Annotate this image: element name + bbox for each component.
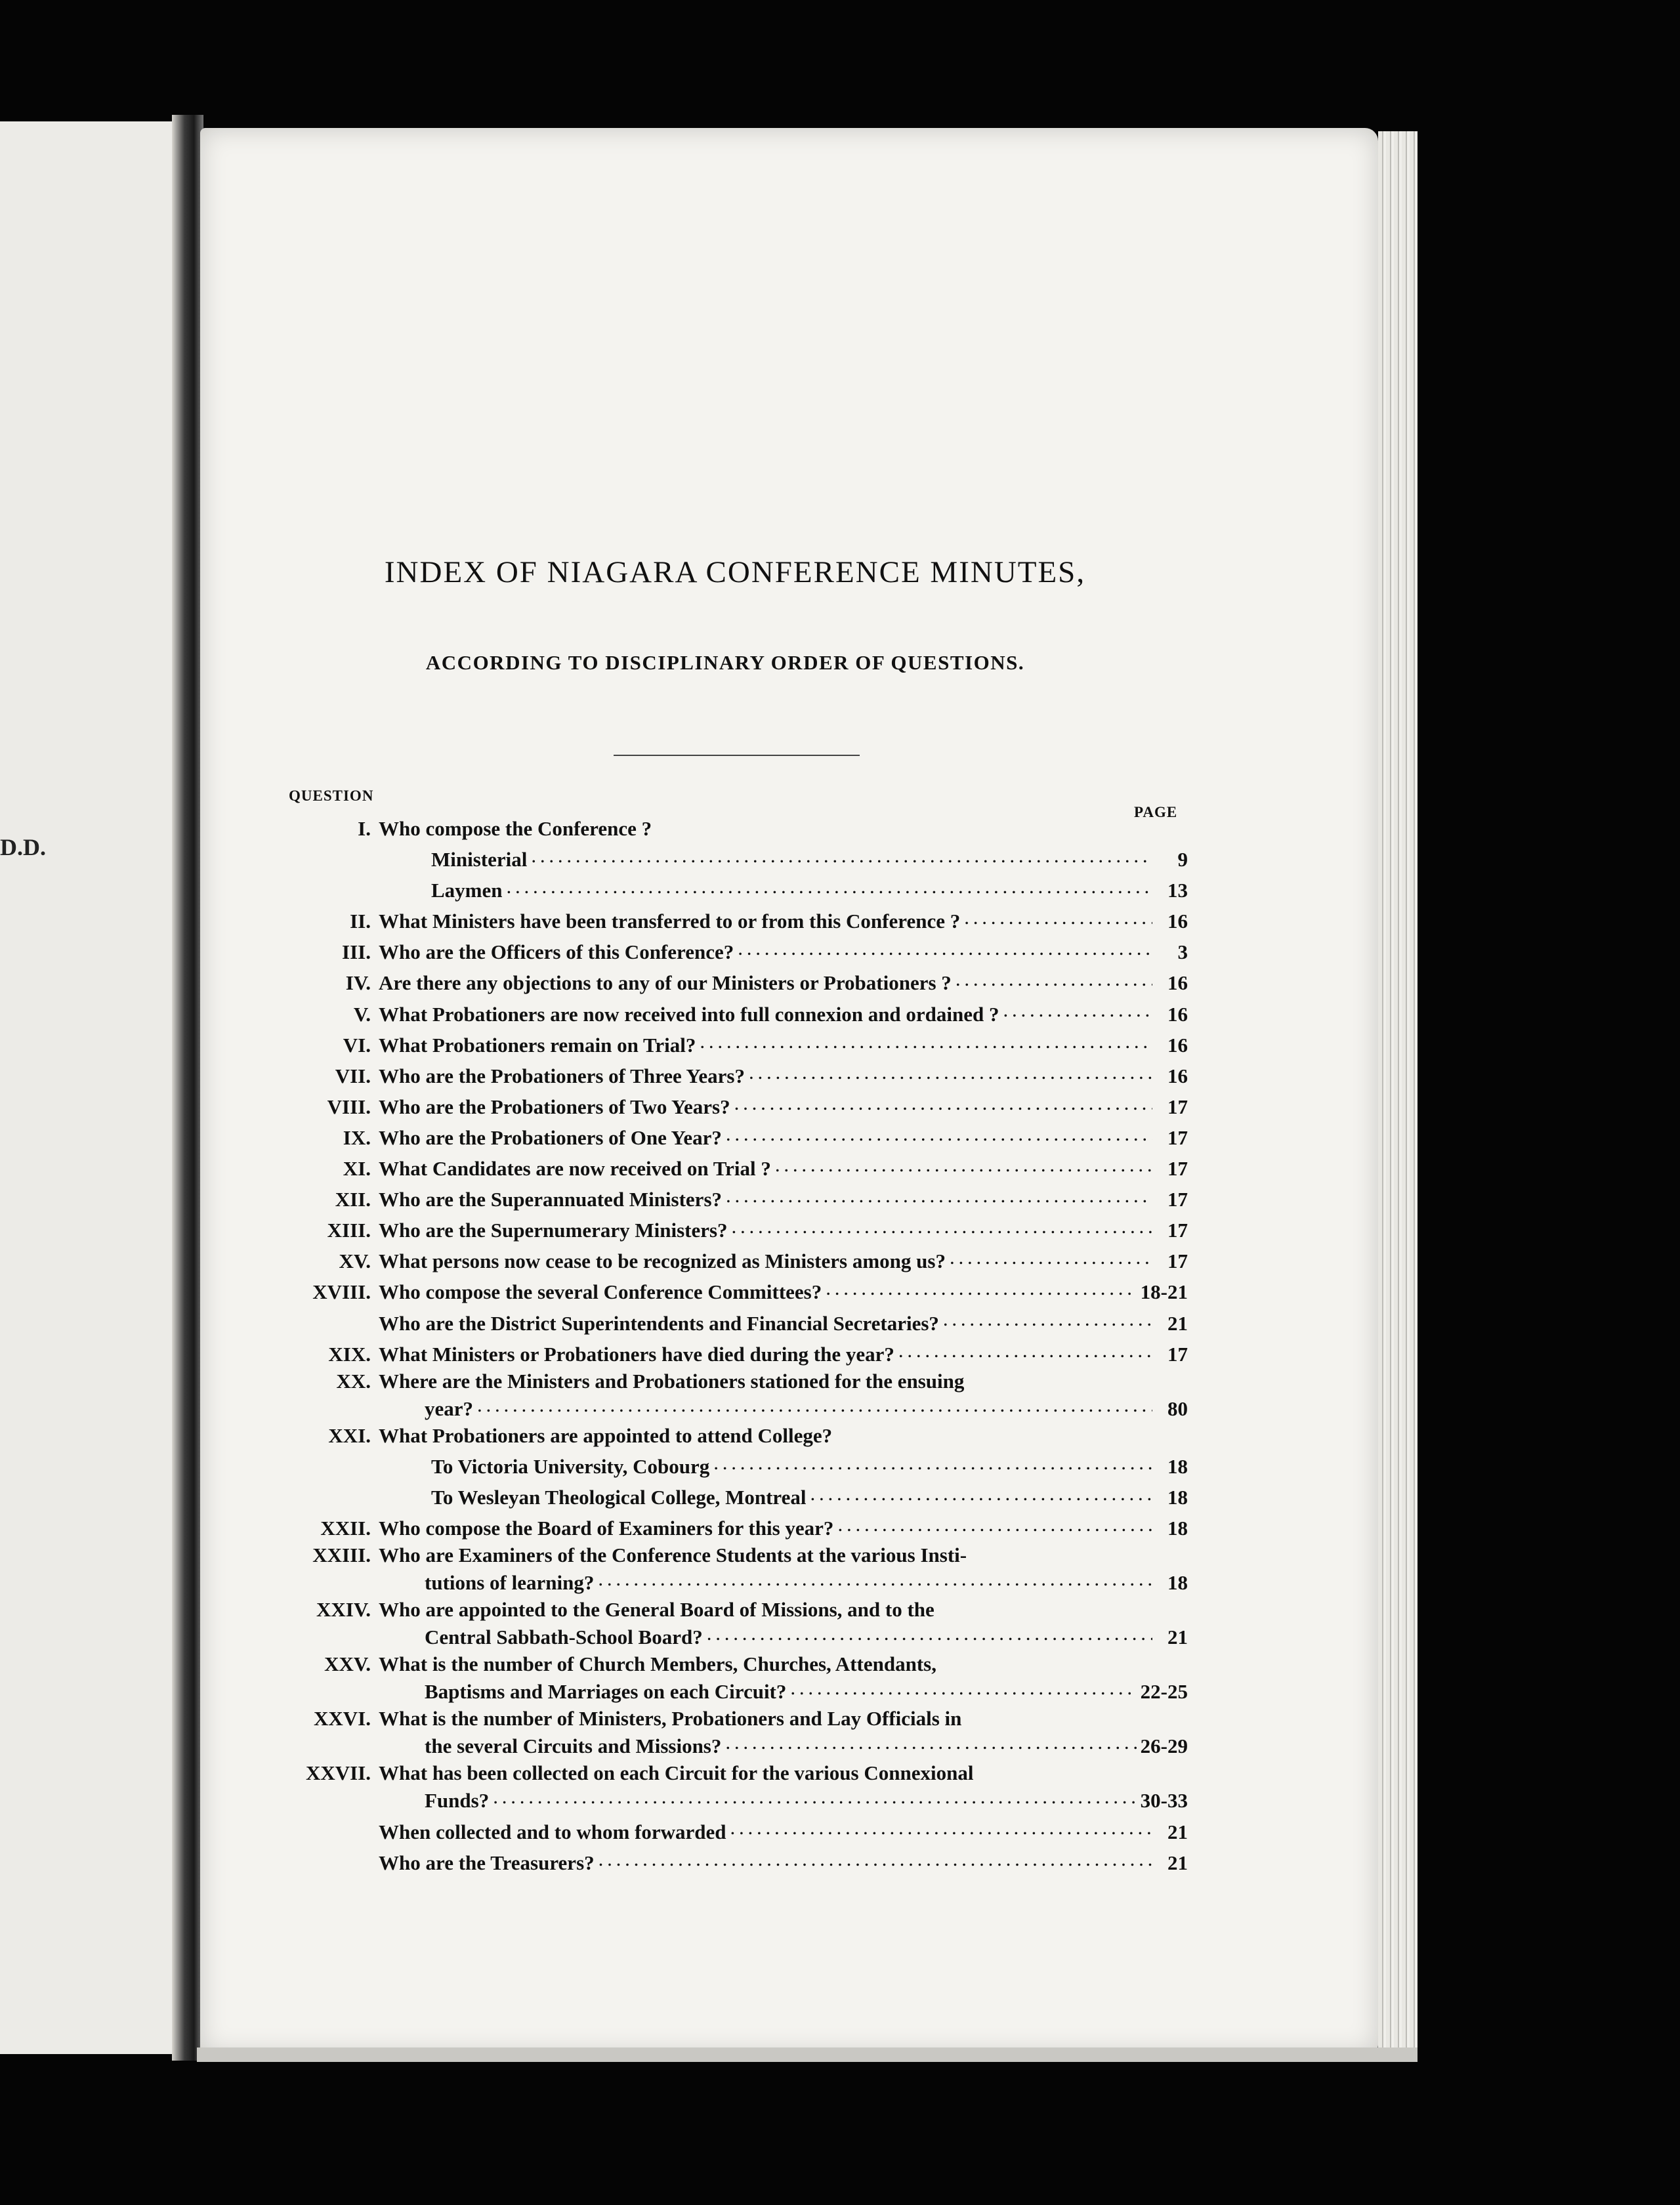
question-text: Central Sabbath-School Board?: [425, 1626, 703, 1649]
book-gutter: [172, 115, 203, 2061]
question-text: Who are the Treasurers?: [379, 1851, 595, 1874]
dot-leader: [598, 1567, 1152, 1589]
index-entry: [276, 1276, 1188, 1304]
question-number: XVIII.: [312, 1280, 371, 1304]
question-number: XIII.: [327, 1219, 371, 1242]
question-text: Who are the District Superintendents and Financial Secretaries?: [379, 1311, 939, 1335]
index-entry: [276, 1307, 1188, 1335]
index-entry: [276, 1370, 1188, 1421]
page-number: 18: [1167, 1454, 1188, 1478]
index-entry: [276, 1598, 1188, 1649]
question-number: XXVI.: [314, 1707, 371, 1731]
question-text: Who compose the several Conference Committees?: [379, 1280, 822, 1304]
index-entry: [276, 1707, 1188, 1758]
dot-leader: [732, 1215, 1152, 1237]
question-text: To Wesleyan Theological College, Montreal: [431, 1485, 807, 1509]
dot-leader: [950, 1246, 1152, 1268]
index-entry: [276, 1339, 1188, 1366]
page-number: 21: [1167, 1626, 1188, 1649]
page-number: 17: [1167, 1219, 1188, 1242]
index-entry: [276, 998, 1188, 1026]
question-text: Who compose the Board of Examiners for this year?: [379, 1516, 834, 1540]
dot-leader: [707, 1622, 1152, 1644]
dot-leader: [493, 1785, 1136, 1807]
index-entry: [276, 1482, 1188, 1509]
dot-leader: [726, 1122, 1152, 1144]
dot-leader: [725, 1731, 1136, 1753]
index-entry: [276, 844, 1188, 872]
dot-leader: [726, 1184, 1152, 1206]
question-text: What Probationers are appointed to attend College?: [379, 1423, 833, 1447]
dot-leader: [1003, 998, 1152, 1020]
index-entry: [276, 967, 1188, 995]
index-entry: [276, 1424, 1188, 1448]
question-text: Ministerial: [431, 848, 528, 872]
index-entry: [276, 875, 1188, 902]
dot-leader: [943, 1307, 1152, 1330]
question-text: What Candidates are now received on Trial ?: [379, 1157, 771, 1181]
divider-rule: [614, 755, 860, 756]
page-number: 21: [1167, 1851, 1188, 1874]
page-number: 21: [1167, 1311, 1188, 1335]
index-entry: [276, 1091, 1188, 1119]
question-number: XXIV.: [316, 1598, 371, 1622]
index-entry: [276, 1513, 1188, 1540]
question-number: XX.: [336, 1369, 371, 1393]
question-number: XXVII.: [305, 1761, 371, 1785]
question-text: What persons now cease to be recognized as Ministers among us?: [379, 1250, 946, 1273]
question-number: XII.: [335, 1188, 371, 1211]
page-number: 17: [1167, 1095, 1188, 1118]
question-text: What Probationers remain on Trial?: [379, 1033, 696, 1057]
question-number: IX.: [343, 1125, 371, 1149]
question-text: Who are the Supernumerary Ministers?: [379, 1219, 728, 1242]
index-entry: [276, 1652, 1188, 1704]
question-text: Baptisms and Marriages on each Circuit?: [425, 1680, 787, 1704]
question-text: tutions of learning?: [425, 1571, 595, 1595]
dot-leader: [964, 906, 1152, 928]
page-number: 9: [1177, 848, 1188, 872]
page-number: 18: [1167, 1485, 1188, 1509]
question-text: Who are the Officers of this Conference?: [379, 940, 734, 964]
question-text: Are there any objections to any of our Ministers or Probationers ?: [379, 971, 952, 995]
question-number: XIX.: [328, 1342, 371, 1366]
index-entry: [276, 1544, 1188, 1595]
question-text: Who compose the Conference ?: [379, 817, 652, 840]
page-number: 17: [1167, 1125, 1188, 1149]
question-text: Who are the Probationers of Three Years?: [379, 1064, 745, 1087]
page-edges: [1378, 131, 1418, 2048]
index-entry: [276, 1060, 1188, 1088]
question-text: What has been collected on each Circuit for the various Connexional: [379, 1761, 974, 1785]
page-number: 22-25: [1140, 1680, 1188, 1704]
index-entry: [276, 1816, 1188, 1843]
question-text: Funds?: [425, 1789, 490, 1813]
question-text: Who are Examiners of the Conference Students at the various Insti-: [379, 1543, 967, 1566]
page-number: 13: [1167, 879, 1188, 902]
index-subtitle: ACCORDING TO DISCIPLINARY ORDER OF QUESTIONS.: [425, 651, 1025, 674]
question-number: XV.: [339, 1250, 371, 1273]
index-entry: [276, 1246, 1188, 1273]
question-number: XXI.: [328, 1423, 371, 1447]
index-title: INDEX OF NIAGARA CONFERENCE MINUTES,: [384, 555, 1086, 589]
page-number: 17: [1167, 1342, 1188, 1366]
column-header-page: PAGE: [1134, 804, 1178, 820]
dot-leader: [790, 1676, 1136, 1698]
page-number: 16: [1167, 1002, 1188, 1026]
index-entry: [276, 1847, 1188, 1875]
question-text: Laymen: [431, 879, 503, 902]
question-text: What is the number of Church Members, Churches, Attendants,: [379, 1652, 936, 1676]
page-number: 30-33: [1140, 1789, 1188, 1813]
page-number: 16: [1167, 1033, 1188, 1057]
question-number: XXV.: [324, 1652, 371, 1676]
question-text: Who are the Probationers of One Year?: [379, 1125, 722, 1149]
dot-leader: [749, 1060, 1152, 1083]
question-number: II.: [350, 910, 371, 933]
dot-leader: [713, 1451, 1152, 1473]
question-text: the several Circuits and Missions?: [425, 1734, 722, 1758]
question-number: XXIII.: [312, 1543, 371, 1566]
question-text: To Victoria University, Cobourg: [431, 1454, 710, 1478]
question-text: What Ministers have been transferred to or from this Conference ?: [379, 910, 961, 933]
dot-leader: [898, 1339, 1152, 1361]
index-entry: [276, 817, 1188, 841]
question-text: What Ministers or Probationers have died during the year?: [379, 1342, 894, 1366]
question-number: VII.: [335, 1064, 371, 1087]
question-text: Who are the Superannuated Ministers?: [379, 1188, 723, 1211]
question-text: Who are appointed to the General Board of Missions, and to the: [379, 1598, 934, 1622]
page-number: 16: [1167, 1064, 1188, 1087]
dot-leader: [507, 875, 1153, 897]
dot-leader: [730, 1816, 1152, 1838]
page-number: 26-29: [1140, 1734, 1188, 1758]
question-number: I.: [358, 817, 371, 840]
index-entry: [276, 1761, 1188, 1813]
page-number: 17: [1167, 1157, 1188, 1181]
page-number: 18: [1167, 1516, 1188, 1540]
page-number: 3: [1177, 940, 1188, 964]
index-entry: [276, 936, 1188, 964]
index-entry: [276, 1030, 1188, 1057]
dot-leader: [700, 1030, 1152, 1052]
page-number: 17: [1167, 1188, 1188, 1211]
dot-leader: [775, 1153, 1152, 1175]
dot-leader: [810, 1482, 1153, 1504]
question-text: Who are the Probationers of Two Years?: [379, 1095, 730, 1118]
dot-leader: [837, 1513, 1152, 1535]
question-number: XI.: [343, 1157, 371, 1181]
dot-leader: [956, 967, 1152, 990]
question-number: III.: [342, 940, 371, 964]
index-entry: [276, 1215, 1188, 1242]
dot-leader: [738, 936, 1152, 959]
question-number: VIII.: [327, 1095, 371, 1118]
dot-leader: [734, 1091, 1152, 1114]
question-number: IV.: [345, 971, 371, 995]
page-number: 17: [1167, 1250, 1188, 1273]
page-number: 21: [1167, 1820, 1188, 1843]
dot-leader: [531, 844, 1152, 866]
page-number: 80: [1167, 1396, 1188, 1420]
index-entry: [276, 1184, 1188, 1211]
question-text: When collected and to whom forwarded: [379, 1820, 726, 1843]
page-bottom-edge: [197, 2048, 1418, 2062]
page-number: 16: [1167, 910, 1188, 933]
question-number: XXII.: [320, 1516, 371, 1540]
question-text: What Probationers are now received into full connexion and ordained ?: [379, 1002, 999, 1026]
question-number: VI.: [343, 1033, 371, 1057]
index-entries: [276, 817, 1188, 1878]
dot-leader: [598, 1847, 1152, 1870]
page-number: 16: [1167, 971, 1188, 995]
index-entry: [276, 906, 1188, 933]
dot-leader: [826, 1276, 1136, 1299]
index-entry: [276, 1153, 1188, 1181]
left-page: [0, 121, 187, 2054]
page-number: 18: [1167, 1571, 1188, 1595]
question-text: What is the number of Ministers, Probationers and Lay Officials in: [379, 1707, 962, 1731]
index-entry: [276, 1451, 1188, 1479]
page-number: 18-21: [1140, 1280, 1188, 1304]
question-text: Where are the Ministers and Probationers stationed for the ensuing: [379, 1369, 965, 1393]
question-text: year?: [425, 1396, 474, 1420]
left-page-text-fragment: D.D.: [0, 834, 46, 860]
column-header-question: QUESTION: [289, 788, 374, 804]
index-entry: [276, 1122, 1188, 1150]
question-number: V.: [353, 1002, 371, 1026]
dot-leader: [477, 1393, 1152, 1416]
